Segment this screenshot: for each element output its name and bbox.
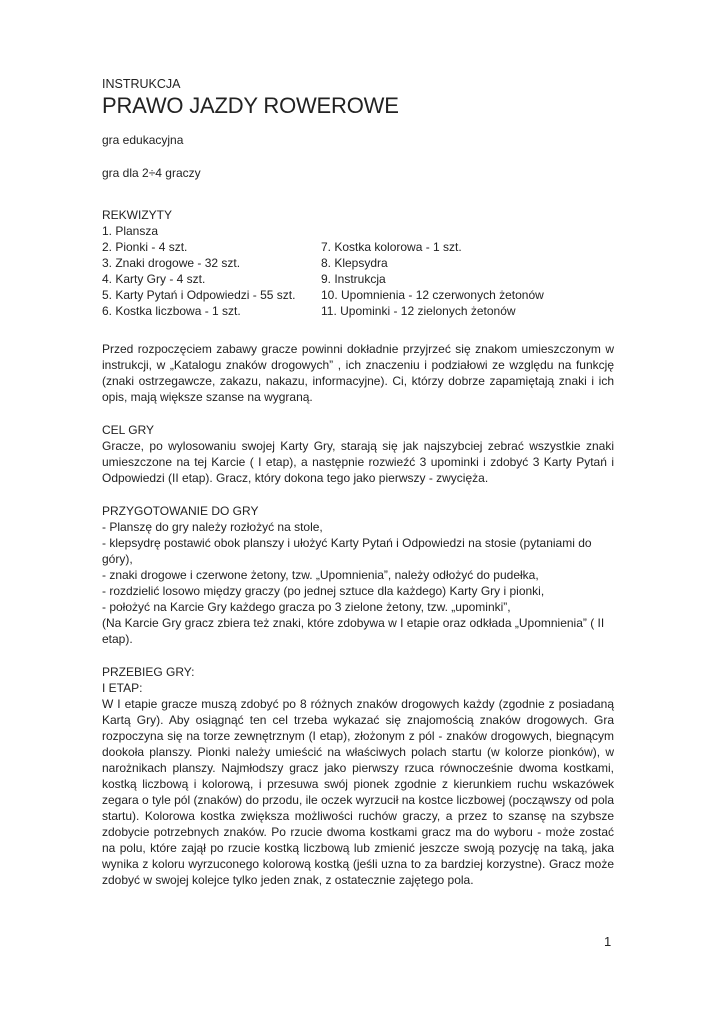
gameplay-heading: PRZEBIEG GRY: [102,665,195,679]
players-info: gra dla 2÷4 graczy [102,166,201,180]
stage-heading: I ETAP: [102,681,143,695]
page-number: 1 [604,934,612,949]
setup-item: - rozdzielić losowo między graczy (po jednej sztuce dla każdego) Karty Gry i pionki, [102,584,545,598]
requisite-item: 10. Upomnienia - 12 czerwonych żetonów [321,288,544,302]
requisites-heading: REKWIZYTY [102,208,173,222]
requisite-item: 2. Pionki - 4 szt. [102,240,188,254]
setup-item: - położyć na Karcie Gry każdego gracza po 3 zielone żetony, tzw. „upominki”, [102,600,511,614]
document-title: PRAWO JAZDY ROWEROWE [102,93,399,118]
setup-item: (Na Karcie Gry gracz zbiera też znaki, które zdobywa w I etapie oraz odkłada „Upomnienia” ( II etap). [102,616,605,646]
document-kicker: INSTRUKCJA [102,77,181,91]
requisite-item: 11. Upominki - 12 zielonych żetonów [321,304,516,318]
setup-item: - klepsydrę postawić obok planszy i ułożyć Karty Pytań i Odpowiedzi na stosie (pytaniami do góry), [102,536,592,566]
requisites-column-2 [321,223,614,319]
document-subtitle: gra edukacyjna [102,133,184,147]
requisite-item: 7. Kostka kolorowa - 1 szt. [321,240,462,254]
requisite-item: 4. Karty Gry - 4 szt. [102,272,206,286]
setup-item: - Planszę do gry należy rozłożyć na stole, [102,520,323,534]
requisite-item: 1. Plansza [102,224,159,238]
intro-paragraph: Przed rozpoczęciem zabawy gracze powinni dokładnie przyjrzeć się znakom umieszczonym w instrukcji, w „Katalogu znaków drogowych” , ich znaczeniu i podziałowi ze względu na funkcję (znaki ostrzegawcze, zakazu, nakazu, informacyjne). Ci, którzy dobrze zapamiętają znaki i ich opis, mają większe szanse na wygraną. [102,342,614,404]
goal-paragraph: Gracze, po wylosowaniu swojej Karty Gry, starają się jak najszybciej zebrać wszystkie znaki umieszczone na tej Karcie ( I etap), a następnie rozwieźć 3 upominki i zdobyć 3 Karty Pytań i Odpowiedzi (II etap). Gracz, który dokona tego jako pierwszy - zwycięża. [102,439,614,485]
requisite-item: 6. Kostka liczbowa - 1 szt. [102,304,241,318]
requisites-column-1 [102,223,321,319]
page-content [102,76,614,888]
requisites-list [102,223,614,319]
setup-list [102,519,614,647]
goal-heading: CEL GRY [102,423,155,437]
requisite-item: 9. Instrukcja [321,272,386,286]
requisite-item: 5. Karty Pytań i Odpowiedzi - 55 szt. [102,288,296,302]
requisite-item: 3. Znaki drogowe - 32 szt. [102,256,241,270]
requisite-item [321,223,614,239]
setup-item: - znaki drogowe i czerwone żetony, tzw. „Upomnienia”, należy odłożyć do pudełka, [102,568,539,582]
gameplay-paragraph: W I etapie gracze muszą zdobyć po 8 różnych znaków drogowych każdy (zgodnie z posiadaną Kartą Gry). Aby osiągnąć ten cel trzeba wykazać się znajomością znaków drogowych. Gra rozpoczyna się na torze zewnętrznym (I etap), złożonym z pól - znaków drogowych, biegnącym dookoła planszy. Pionki należy umieścić na właściwych polach startu (w kolorze pionków), w narożnikach planszy. Najmłodszy gracz jako pierwszy rzuca równocześnie dwoma kostkami, kostką liczbową i kolorową, i przesuwa swój pionek zgodnie z kierunkiem ruchu wskazówek zegara o tyle pól (znaków) do przodu, ile oczek wyrzucił na kostce liczbowej (począwszy od pola startu). Kolorowa kostka zwiększa możliwości ruchów graczy, a przez to szansę na szybsze zdobycie potrzebnych znaków. Po rzucie dwoma kostkami gracz ma do wyboru - może zostać na polu, które zajął po rzucie kostką liczbową lub zmienić jeszcze swoją pozycję na taką, jaka wynika z koloru wyrzuconego kolorową kostką (jeśli uzna to za bardziej korzystne). Gracz może zdobyć w swojej kolejce tylko jeden znak, z ostatecznie zajętego pola. [102,697,614,887]
requisite-item: 8. Klepsydra [321,256,388,270]
setup-heading: PRZYGOTOWANIE DO GRY [102,504,259,518]
